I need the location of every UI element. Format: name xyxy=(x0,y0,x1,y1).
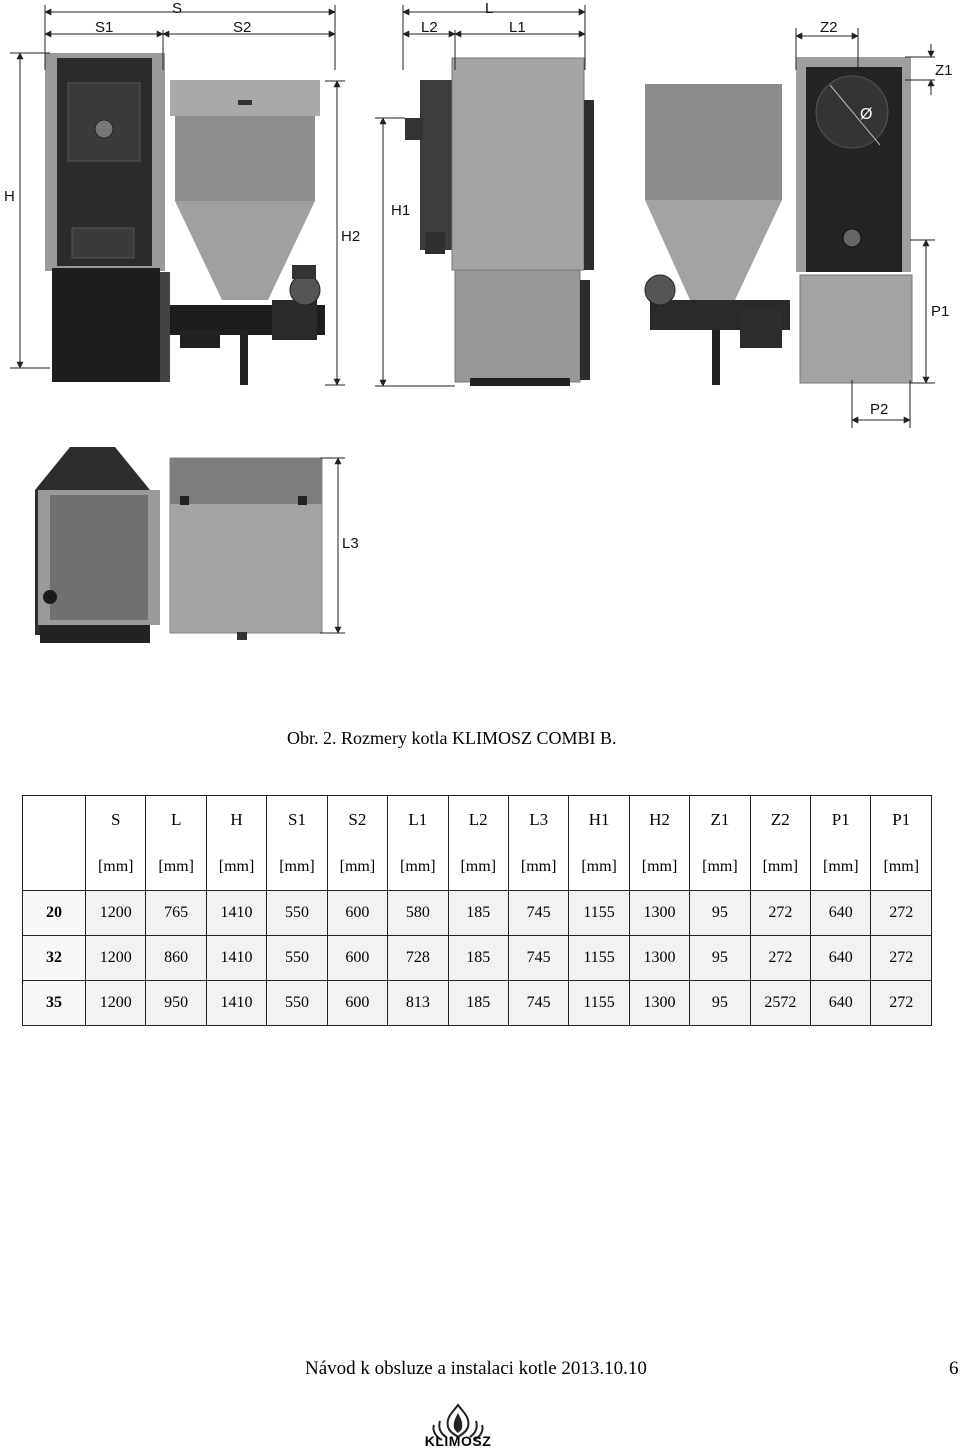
unit-cell: [mm] xyxy=(690,843,750,891)
unit-cell: [mm] xyxy=(811,843,871,891)
value-cell: 95 xyxy=(690,981,750,1026)
side-view xyxy=(405,58,790,386)
rear-view xyxy=(796,57,912,383)
value-cell: 1200 xyxy=(86,936,146,981)
front-view xyxy=(45,53,325,385)
col-header: Z1 xyxy=(690,796,750,844)
value-cell: 1155 xyxy=(569,981,629,1026)
size-cell: 20 xyxy=(23,891,86,936)
dim-label-p1: P1 xyxy=(931,303,950,320)
col-header: L xyxy=(146,796,206,844)
value-cell: 1155 xyxy=(569,891,629,936)
unit-cell: [mm] xyxy=(327,843,387,891)
col-header: P1 xyxy=(811,796,871,844)
value-cell: 728 xyxy=(388,936,448,981)
unit-cell: [mm] xyxy=(569,843,629,891)
size-cell: 35 xyxy=(23,981,86,1026)
unit-cell: [mm] xyxy=(388,843,448,891)
value-cell: 1300 xyxy=(629,981,689,1026)
value-cell: 1410 xyxy=(206,891,266,936)
value-cell: 745 xyxy=(508,936,568,981)
value-cell: 550 xyxy=(267,981,327,1026)
value-cell: 640 xyxy=(811,936,871,981)
col-header: L2 xyxy=(448,796,508,844)
col-header: P1 xyxy=(871,796,932,844)
value-cell: 600 xyxy=(327,981,387,1026)
boiler-dimension-drawings xyxy=(0,0,960,700)
value-cell: 185 xyxy=(448,936,508,981)
unit-cell: [mm] xyxy=(448,843,508,891)
unit-cell: [mm] xyxy=(750,843,810,891)
dimensions-table xyxy=(22,795,932,1026)
value-cell: 950 xyxy=(146,981,206,1026)
value-cell: 1410 xyxy=(206,981,266,1026)
table-row xyxy=(23,936,932,981)
dim-label-p2: P2 xyxy=(870,401,889,418)
col-header: L1 xyxy=(388,796,448,844)
value-cell: 272 xyxy=(871,936,932,981)
table-row xyxy=(23,891,932,936)
value-cell: 2572 xyxy=(750,981,810,1026)
unit-cell: [mm] xyxy=(629,843,689,891)
dim-label-h: H xyxy=(4,188,15,205)
value-cell: 185 xyxy=(448,891,508,936)
figure-caption: Obr. 2. Rozmery kotla KLIMOSZ COMBI B. xyxy=(287,728,617,748)
value-cell: 272 xyxy=(871,981,932,1026)
col-header: Z2 xyxy=(750,796,810,844)
value-cell: 185 xyxy=(448,981,508,1026)
table-row xyxy=(23,981,932,1026)
value-cell: 550 xyxy=(267,891,327,936)
col-header: S xyxy=(86,796,146,844)
col-header: S1 xyxy=(267,796,327,844)
value-cell: 600 xyxy=(327,936,387,981)
value-cell: 272 xyxy=(750,891,810,936)
value-cell: 640 xyxy=(811,981,871,1026)
table-units-row xyxy=(23,843,932,891)
dim-label-l: L xyxy=(485,0,494,17)
unit-cell: [mm] xyxy=(871,843,932,891)
value-cell: 745 xyxy=(508,981,568,1026)
value-cell: 580 xyxy=(388,891,448,936)
value-cell: 272 xyxy=(750,936,810,981)
dim-label-s: S xyxy=(172,0,183,17)
value-cell: 1300 xyxy=(629,891,689,936)
value-cell: 600 xyxy=(327,891,387,936)
col-header: L3 xyxy=(508,796,568,844)
dim-label-l2: L2 xyxy=(421,19,438,36)
unit-cell: [mm] xyxy=(206,843,266,891)
value-cell: 272 xyxy=(871,891,932,936)
col-header: S2 xyxy=(327,796,387,844)
dim-label-l3: L3 xyxy=(342,535,359,552)
value-cell: 1200 xyxy=(86,981,146,1026)
unit-cell: [mm] xyxy=(146,843,206,891)
value-cell: 1300 xyxy=(629,936,689,981)
value-cell: 765 xyxy=(146,891,206,936)
page-number: 6 xyxy=(949,1358,959,1379)
unit-cell: [mm] xyxy=(267,843,327,891)
value-cell: 95 xyxy=(690,936,750,981)
value-cell: 813 xyxy=(388,981,448,1026)
value-cell: 860 xyxy=(146,936,206,981)
value-cell: 640 xyxy=(811,891,871,936)
unit-cell: [mm] xyxy=(86,843,146,891)
dim-label-z2: Z2 xyxy=(820,19,838,36)
dim-label-l1: L1 xyxy=(509,19,526,36)
value-cell: 1155 xyxy=(569,936,629,981)
value-cell: 95 xyxy=(690,891,750,936)
size-cell: 32 xyxy=(23,936,86,981)
table-header-row xyxy=(23,796,932,844)
col-header: H1 xyxy=(569,796,629,844)
dim-label-h1: H1 xyxy=(391,202,411,219)
dim-label-h2: H2 xyxy=(341,228,361,245)
value-cell: 1410 xyxy=(206,936,266,981)
dim-label-s2: S2 xyxy=(233,19,252,36)
table-corner-cell xyxy=(23,796,86,891)
value-cell: 550 xyxy=(267,936,327,981)
dim-label-diameter: Ø xyxy=(860,106,873,123)
value-cell: 1200 xyxy=(86,891,146,936)
col-header: H xyxy=(206,796,266,844)
col-header: H2 xyxy=(629,796,689,844)
unit-cell: [mm] xyxy=(508,843,568,891)
dim-label-z1: Z1 xyxy=(935,62,953,79)
dim-label-s1: S1 xyxy=(95,19,114,36)
top-view xyxy=(35,447,322,643)
value-cell: 745 xyxy=(508,891,568,936)
footer-text: Návod k obsluze a instalaci kotle 2013.10.10 xyxy=(305,1358,647,1379)
logo-text: KLIMOSZ xyxy=(424,1433,492,1449)
